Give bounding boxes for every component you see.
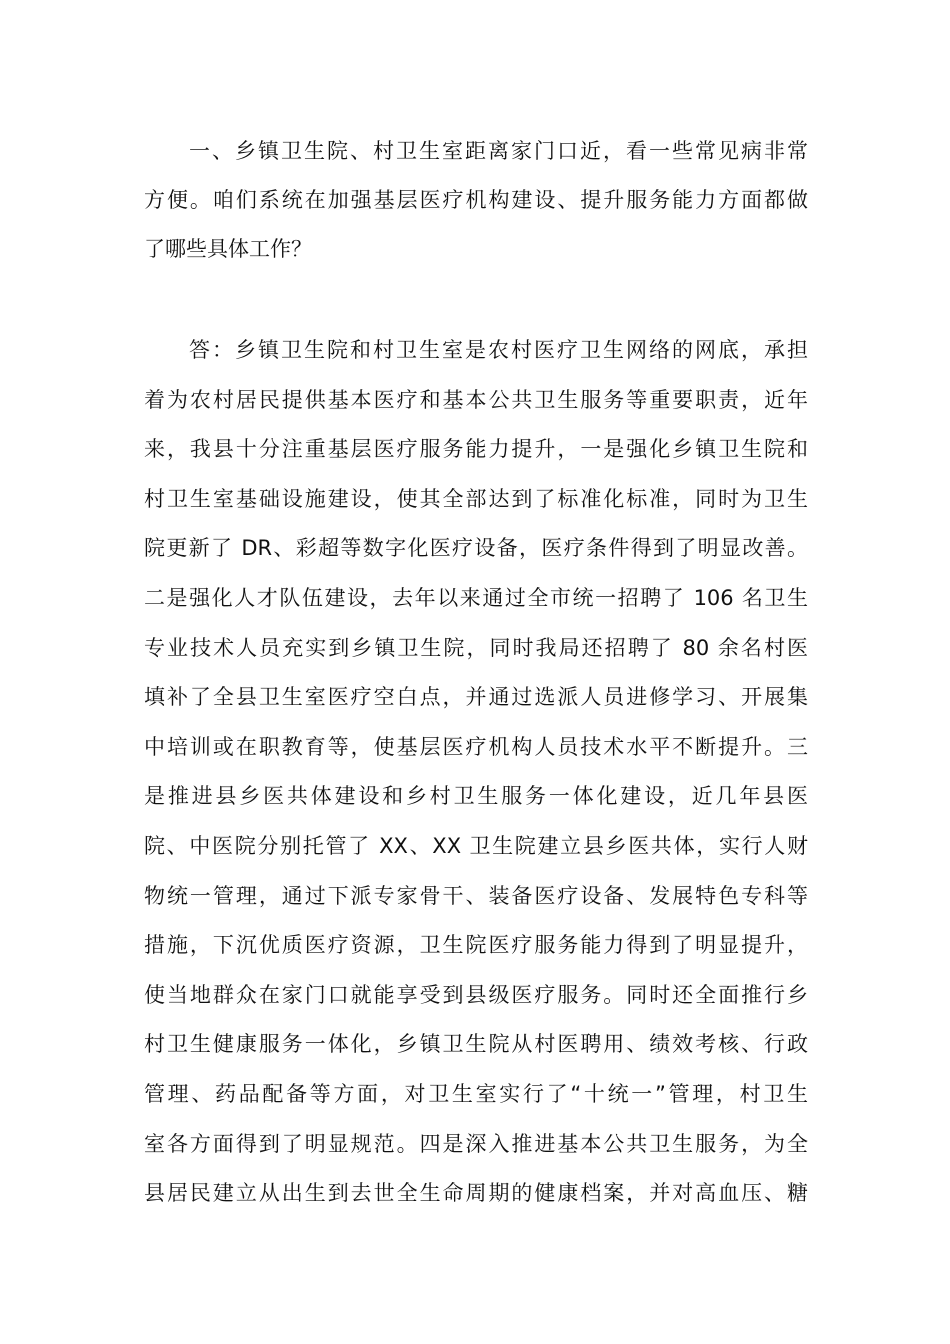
answer-line: 措施，下沉优质医疗资源，卫生院医疗服务能力得到了明显提升， — [144, 933, 808, 957]
answer-line: 答：乡镇卫生院和村卫生室是农村医疗卫生网络的网底，承担 — [189, 338, 808, 362]
answer-line: 室各方面得到了明显规范。四是深入推进基本公共卫生服务，为全 — [144, 1132, 808, 1156]
answer-line: 物统一管理，通过下派专家骨干、装备医疗设备、发展特色专科等 — [144, 884, 808, 908]
answer-line: 是推进县乡医共体建设和乡村卫生服务一体化建设，近几年县医 — [144, 784, 808, 808]
question-line: 方便。咱们系统在加强基层医疗机构建设、提升服务能力方面都做 — [144, 188, 808, 212]
answer-line: 中培训或在职教育等，使基层医疗机构人员技术水平不断提升。三 — [144, 735, 808, 759]
answer-line: 县居民建立从出生到去世全生命周期的健康档案，并对高血压、糖 — [144, 1181, 808, 1205]
question-line: 一、乡镇卫生院、村卫生室距离家门口近，看一些常见病非常 — [189, 139, 808, 163]
answer-line: 村卫生健康服务一体化，乡镇卫生院从村医聘用、绩效考核、行政 — [144, 1032, 808, 1056]
answer-line: 院、中医院分别托管了 XX、XX 卫生院建立县乡医共体，实行人财 — [144, 834, 808, 858]
answer-line: 二是强化人才队伍建设，去年以来通过全市统一招聘了 106 名卫生 — [144, 586, 808, 610]
answer-line: 院更新了 DR、彩超等数字化医疗设备，医疗条件得到了明显改善。 — [144, 536, 808, 560]
answer-line: 专业技术人员充实到乡镇卫生院，同时我局还招聘了 80 余名村医 — [144, 636, 808, 660]
answer-line: 着为农村居民提供基本医疗和基本公共卫生服务等重要职责，近年 — [144, 388, 808, 412]
answer-line: 使当地群众在家门口就能享受到县级医疗服务。同时还全面推行乡 — [144, 983, 808, 1007]
answer-line: 填补了全县卫生室医疗空白点，并通过选派人员进修学习、开展集 — [144, 685, 808, 709]
answer-line: 管理、药品配备等方面，对卫生室实行了“十统一”管理，村卫生 — [144, 1082, 808, 1106]
answer-line: 来，我县十分注重基层医疗服务能力提升，一是强化乡镇卫生院和 — [144, 437, 808, 461]
answer-line: 村卫生室基础设施建设，使其全部达到了标准化标准，同时为卫生 — [144, 487, 808, 511]
question-line: 了哪些具体工作？ — [144, 237, 312, 261]
